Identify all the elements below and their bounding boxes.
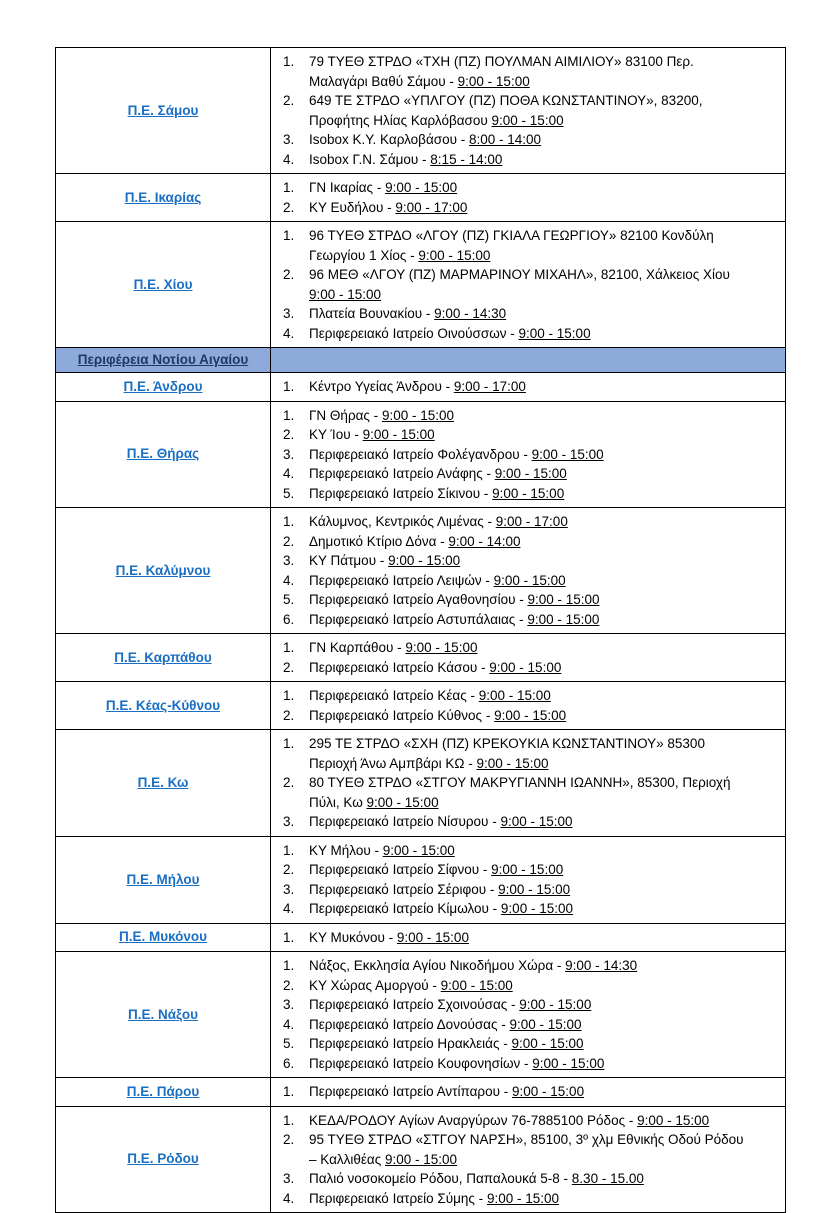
locations-list: [271, 178, 745, 217]
location-text: Περιφερειακό Ιατρείο Φολέγανδρου -: [309, 446, 532, 462]
location-hours: 9:00 - 15:00: [405, 640, 478, 655]
location-text: Κέντρο Υγείας Άνδρου -: [309, 379, 454, 394]
region-name-cell: [56, 952, 271, 1078]
locations-cell: [271, 682, 786, 730]
location-text: ΓΝ Ικαρίας -: [309, 180, 386, 195]
location-item: [271, 377, 745, 397]
location-text: Περιφερειακό Ιατρείο Αγαθονησίου -: [309, 592, 528, 607]
location-hours: 9:00 - 14:30: [565, 958, 638, 973]
location-hours: 9:00 - 15:00: [500, 814, 573, 829]
location-text: Isobox Γ.Ν. Σάμου -: [309, 151, 431, 167]
location-item: [271, 706, 745, 726]
location-item: [271, 1169, 745, 1189]
location-text: 295 ΤΕ ΣΤΡΔΟ «ΣΧΗ (ΠΖ) ΚΡΕΚΟΥΚΙΑ ΚΩΝΣΤΑΝΤΙΝΟΥ» 85300 Περιοχή Άνω Αμπβάρι ΚΩ -: [309, 736, 705, 771]
location-item: [271, 1111, 745, 1131]
location-hours: 9:00 - 15:00: [478, 688, 551, 703]
location-text: 96 ΤΥΕΘ ΣΤΡΔΟ «ΛΓΟΥ (ΠΖ) ΓΚΙΑΛΑ ΓΕΩΡΓΙΟΥ» 82100 Κονδύλη Γεωργίου 1 Χίος -: [309, 228, 714, 263]
location-text: 95 ΤΥΕΘ ΣΤΡΔΟ «ΣΤΓΟΥ ΝΑΡΣΗ», 85100, 3º χλμ Εθνικής Οδού Ρόδου – Καλλιθέας: [309, 1132, 744, 1167]
locations-cell: [271, 401, 786, 508]
location-text: Πλατεία Βουνακίου -: [309, 306, 435, 321]
location-hours: 9:00 - 14:00: [448, 533, 521, 549]
location-text: Περιφερειακό Ιατρείο Κουφονησίων -: [309, 1055, 533, 1071]
location-hours: 9:00 - 15:00: [491, 112, 564, 128]
locations-cell: [271, 730, 786, 837]
locations-cell: [271, 222, 786, 348]
location-hours: 9:00 - 15:00: [511, 1036, 584, 1051]
location-hours: 9:00 - 15:00: [385, 1151, 458, 1167]
region-row: [56, 682, 786, 730]
location-text: Περιφερειακό Ιατρείο Κέας -: [309, 688, 479, 703]
locations-list: [271, 52, 745, 169]
location-hours: 9:00 - 15:00: [381, 407, 454, 423]
region-row: [56, 508, 786, 634]
location-hours: 9:00 - 15:00: [418, 247, 491, 263]
location-item: [271, 995, 745, 1015]
location-item: [271, 1189, 745, 1209]
location-hours: 9:00 - 15:00: [492, 485, 565, 501]
location-text: Περιφερειακό Ιατρείο Ηρακλειάς -: [309, 1036, 512, 1051]
vaccination-points-table: [55, 47, 786, 1213]
location-item: [271, 464, 745, 484]
location-item: [271, 686, 745, 706]
location-text: ΚΥ Μυκόνου -: [309, 929, 397, 945]
region-link[interactable]: Π.Ε. Καρπάθου: [114, 649, 212, 665]
location-item: [271, 226, 745, 265]
location-text: ΓΝ Καρπάθου -: [309, 640, 406, 655]
location-text: Περιφερειακό Ιατρείο Κίμωλου -: [309, 901, 501, 916]
location-item: [271, 860, 745, 880]
location-text: 649 ΤΕ ΣΤΡΔΟ «ΥΠΛΓΟΥ (ΠΖ) ΠΟΘΑ ΚΩΝΣΤΑΝΤΙΝΟΥ», 83200, Προφήτης Ηλίας Καρλόβασου: [309, 93, 703, 128]
locations-list: [271, 1082, 745, 1102]
region-row: [56, 730, 786, 837]
region-link[interactable]: Π.Ε. Μυκόνου: [118, 929, 208, 945]
location-item: [271, 1054, 745, 1074]
location-item: [271, 445, 745, 465]
location-text: Περιφερειακό Ιατρείο Οινούσσων -: [309, 325, 519, 341]
location-text: Περιφερειακό Ιατρείο Σχοινούσας -: [309, 997, 520, 1012]
location-text: 80 ΤΥΕΘ ΣΤΡΔΟ «ΣΤΓΟΥ ΜΑΚΡΥΓΙΑΝΝΗ ΙΩΑΝΝΗ», 85300, Περιοχή Πύλι, Κω: [309, 775, 731, 810]
location-text: Isobox Κ.Υ. Καρλοβάσου -: [309, 132, 469, 147]
location-text: ΚΕΔΑ/ΡΟΔΟΥ Αγίων Αναργύρων 76-7885100 Ρόδος -: [309, 1112, 638, 1128]
location-item: [271, 425, 745, 445]
region-row: [56, 401, 786, 508]
location-item: [271, 976, 745, 996]
location-item: [271, 265, 745, 304]
region-link[interactable]: Π.Ε. Νάξου: [127, 1006, 198, 1022]
region-name-cell: [56, 48, 271, 174]
region-name-cell: [56, 1106, 271, 1213]
location-text: ΚΥ Πάτμου -: [309, 553, 389, 568]
region-row: [56, 952, 786, 1078]
location-hours: 9:00 - 15:00: [388, 553, 461, 568]
location-text: Παλιό νοσοκομείο Ρόδου, Παπαλουκά 5-8 -: [309, 1171, 572, 1186]
location-item: [271, 324, 745, 344]
location-item: [271, 841, 745, 861]
location-text: ΚΥ Χώρας Αμοργού -: [309, 977, 441, 993]
locations-list: [271, 734, 745, 832]
location-text: Περιφερειακό Ιατρείο Κάσου -: [309, 659, 490, 675]
location-item: [271, 551, 745, 571]
location-text: ΓΝ Θήρας -: [309, 407, 382, 423]
location-hours: 9:00 - 15:00: [494, 707, 567, 723]
locations-list: [271, 928, 745, 948]
location-item: [271, 658, 745, 678]
location-hours: 9:00 - 15:00: [489, 659, 562, 675]
region-name-cell: [56, 222, 271, 348]
location-item: [271, 638, 745, 658]
location-item: [271, 812, 745, 832]
region-name-cell: [56, 508, 271, 634]
location-item: [271, 734, 745, 773]
locations-cell: [271, 952, 786, 1078]
location-item: [271, 532, 745, 552]
region-row: [56, 836, 786, 923]
region-group-title: Περιφέρεια Νοτίου Αιγαίου: [77, 352, 249, 367]
locations-list: [271, 841, 745, 919]
location-hours: 9:00 - 15:00: [491, 862, 564, 877]
table-body: [56, 48, 786, 1213]
location-item: [271, 590, 745, 610]
location-text: Περιφερειακό Ιατρείο Σέριφου -: [309, 881, 499, 897]
region-link[interactable]: Π.Ε. Άνδρου: [123, 378, 203, 394]
location-text: ΚΥ Ίου -: [309, 427, 363, 442]
location-hours: 9:00 - 15:00: [512, 1084, 585, 1099]
location-item: [271, 1015, 745, 1035]
location-text: Περιφερειακό Ιατρείο Αντίπαρου -: [309, 1084, 513, 1099]
region-link[interactable]: Π.Ε. Θήρας: [126, 446, 200, 462]
location-hours: 9:00 - 17:00: [395, 199, 468, 215]
locations-list: [271, 406, 745, 504]
location-hours: 9:00 - 15:00: [493, 572, 566, 588]
region-link[interactable]: Π.Ε. Κω: [137, 774, 189, 790]
location-hours: 9:00 - 15:00: [518, 325, 591, 341]
location-hours: 9:00 - 15:00: [309, 286, 382, 302]
region-row: [56, 373, 786, 402]
location-text: Κάλυμνος, Κεντρικός Λιμένας -: [309, 514, 496, 529]
region-link[interactable]: Π.Ε. Μήλου: [126, 871, 200, 887]
locations-cell: [271, 508, 786, 634]
region-link[interactable]: Π.Ε. Πάρου: [126, 1083, 200, 1099]
location-hours: 9:00 - 15:00: [532, 1055, 605, 1071]
region-name-cell: [56, 836, 271, 923]
location-item: [271, 512, 745, 532]
region-link[interactable]: Π.Ε. Σάμου: [127, 102, 199, 118]
location-text: Περιφερειακό Ιατρείο Κύθνος -: [309, 707, 495, 723]
locations-cell: [271, 923, 786, 952]
location-hours: 8.30 - 15.00: [571, 1171, 644, 1186]
locations-list: [271, 1111, 745, 1209]
locations-list: [271, 377, 745, 397]
location-item: [271, 928, 745, 948]
location-text: Περιφερειακό Ιατρείο Αστυπάλαιας -: [309, 611, 528, 627]
region-name-cell: [56, 923, 271, 952]
location-text: Περιφερειακό Ιατρείο Ανάφης -: [309, 466, 495, 481]
region-row: [56, 923, 786, 952]
location-hours: 9:00 - 15:00: [476, 755, 549, 771]
locations-cell: [271, 48, 786, 174]
region-link[interactable]: Π.Ε. Ικαρίας: [124, 189, 202, 205]
region-name-cell: [56, 174, 271, 222]
location-hours: 9:00 - 15:00: [494, 466, 567, 481]
region-name-cell: [56, 401, 271, 508]
region-link[interactable]: Π.Ε. Ρόδου: [127, 1151, 199, 1167]
location-hours: 9:00 - 15:00: [385, 180, 458, 195]
region-link[interactable]: Π.Ε. Χίου: [133, 276, 193, 292]
locations-cell: [271, 1078, 786, 1107]
location-text: Νάξος, Εκκλησία Αγίου Νικοδήμου Χώρα -: [309, 958, 566, 973]
region-row: [56, 48, 786, 174]
location-hours: 8:00 - 14:00: [468, 132, 542, 147]
location-item: [271, 150, 745, 170]
locations-cell: [271, 373, 786, 402]
location-hours: 9:00 - 15:00: [531, 446, 604, 462]
location-text: ΚΥ Ευδήλου -: [309, 199, 396, 215]
location-item: [271, 198, 745, 218]
location-hours: 9:00 - 17:00: [453, 379, 526, 394]
location-item: [271, 52, 745, 91]
location-text: Δημοτικό Κτίριο Δόνα -: [309, 533, 449, 549]
location-hours: 9:00 - 15:00: [637, 1112, 710, 1128]
location-text: ΚΥ Μήλου -: [309, 842, 383, 858]
location-item: [271, 130, 745, 150]
location-hours: 9:00 - 15:00: [500, 901, 573, 916]
region-group-header-row: [56, 348, 786, 373]
location-item: [271, 1034, 745, 1054]
location-text: 79 ΤΥΕΘ ΣΤΡΔΟ «ΤΧΗ (ΠΖ) ΠΟΥΛΜΑΝ ΑΙΜΙΛΙΟΥ» 83100 Περ. Μαλαγάρι Βαθύ Σάμου -: [309, 54, 694, 89]
location-text: Περιφερειακό Ιατρείο Δονούσας -: [309, 1016, 510, 1032]
region-row: [56, 222, 786, 348]
locations-list: [271, 226, 745, 343]
location-text: Περιφερειακό Ιατρείο Σίκινου -: [309, 485, 493, 501]
location-text: Περιφερειακό Ιατρείο Σύμης -: [309, 1190, 487, 1206]
locations-list: [271, 638, 745, 677]
location-hours: 9:00 - 15:00: [382, 842, 455, 858]
location-text: Περιφερειακό Ιατρείο Λειψών -: [309, 572, 494, 588]
region-row: [56, 634, 786, 682]
location-item: [271, 304, 745, 324]
location-hours: 9:00 - 15:00: [362, 427, 435, 442]
location-hours: 9:00 - 15:00: [527, 611, 600, 627]
location-hours: 9:00 - 14:30: [434, 306, 507, 321]
region-name-cell: [56, 682, 271, 730]
location-hours: 9:00 - 15:00: [527, 592, 600, 607]
location-item: [271, 1082, 745, 1102]
location-item: [271, 773, 745, 812]
location-item: [271, 178, 745, 198]
location-text: 96 ΜΕΘ «ΛΓΟΥ (ΠΖ) ΜΑΡΜΑΡΙΝΟΥ ΜΙΧΑΗΛ», 82100, Χάλκειος Χίου: [309, 267, 730, 282]
region-group-header-cell: [56, 348, 271, 373]
locations-list: [271, 686, 745, 725]
location-hours: 9:00 - 15:00: [396, 929, 469, 945]
location-hours: 8:15 - 14:00: [430, 151, 503, 167]
region-name-cell: [56, 730, 271, 837]
location-item: [271, 899, 745, 919]
location-item: [271, 610, 745, 630]
location-item: [271, 956, 745, 976]
locations-list: [271, 512, 745, 629]
location-item: [271, 571, 745, 591]
location-text: Περιφερειακό Ιατρείο Νίσυρου -: [309, 814, 501, 829]
region-link[interactable]: Π.Ε. Καλύμνου: [115, 562, 211, 578]
location-item: [271, 406, 745, 426]
location-item: [271, 484, 745, 504]
location-text: Περιφερειακό Ιατρείο Σίφνου -: [309, 862, 492, 877]
locations-cell: [271, 1106, 786, 1213]
location-hours: 9:00 - 17:00: [495, 514, 568, 529]
location-item: [271, 880, 745, 900]
region-name-cell: [56, 1078, 271, 1107]
location-hours: 9:00 - 15:00: [366, 794, 439, 810]
location-hours: 9:00 - 15:00: [519, 997, 592, 1012]
region-row: [56, 174, 786, 222]
region-name-cell: [56, 373, 271, 402]
locations-cell: [271, 836, 786, 923]
locations-list: [271, 956, 745, 1073]
region-name-cell: [56, 634, 271, 682]
locations-cell: [271, 634, 786, 682]
location-hours: 9:00 - 15:00: [498, 881, 571, 897]
region-row: [56, 1106, 786, 1213]
region-row: [56, 1078, 786, 1107]
location-item: [271, 91, 745, 130]
location-hours: 9:00 - 15:00: [440, 977, 513, 993]
location-hours: 9:00 - 15:00: [457, 73, 530, 89]
locations-cell: [271, 174, 786, 222]
region-group-header-empty-cell: [271, 348, 786, 373]
location-item: [271, 1130, 745, 1169]
location-hours: 9:00 - 15:00: [509, 1016, 582, 1032]
region-link[interactable]: Π.Ε. Κέας-Κύθνου: [105, 697, 221, 713]
location-hours: 9:00 - 15:00: [486, 1190, 559, 1206]
